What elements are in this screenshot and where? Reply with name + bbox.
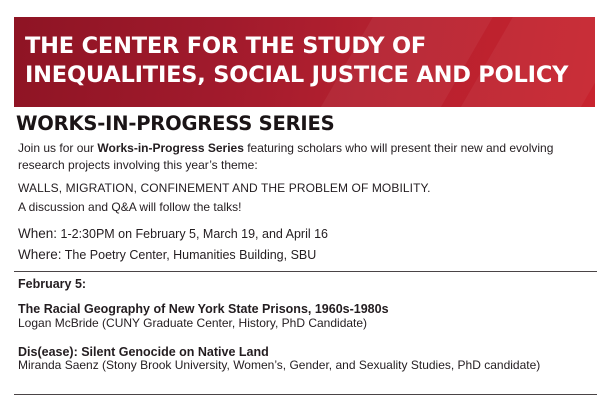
where-line [18, 246, 598, 264]
talk-speaker: Miranda Saenz (Stony Brook University, Women’s, Gender, and Sexuality Studies, PhD candidate) [18, 358, 541, 372]
when-label: When: [18, 226, 58, 241]
schedule-date: February 5: [18, 277, 87, 291]
series-title: WORKS-IN-PROGRESS SERIES [16, 112, 335, 135]
intro-suffix: featuring scholars who will present their new and evolving research projects involving this year’s theme: [18, 141, 554, 172]
center-title-line1: THE CENTER FOR THE STUDY OF [25, 33, 427, 59]
where-value: The Poetry Center, Humanities Building, SBU [61, 248, 317, 262]
intro-series-name: Works-in-Progress Series [97, 141, 244, 155]
where-label: Where: [18, 247, 62, 262]
center-banner [14, 17, 595, 107]
discussion-note: A discussion and Q&A will follow the talks! [18, 200, 242, 214]
center-title [25, 32, 568, 90]
divider [14, 271, 597, 272]
divider [14, 394, 597, 395]
center-title-line2: INEQUALITIES, SOCIAL JUSTICE AND POLICY [25, 62, 569, 88]
theme-statement: WALLS, MIGRATION, CONFINEMENT AND THE PROBLEM OF MOBILITY. [18, 181, 431, 195]
talk-speaker: Logan McBride (CUNY Graduate Center, History, PhD Candidate) [18, 316, 368, 330]
when-line [18, 225, 598, 243]
talk-title: Dis(ease): Silent Genocide on Native Land [18, 345, 269, 359]
intro-paragraph [18, 140, 598, 174]
talk-title: The Racial Geography of New York State Prisons, 1960s-1980s [18, 302, 389, 316]
when-value: 1-2:30PM on February 5, March 19, and April 16 [57, 227, 329, 241]
intro-prefix: Join us for our [18, 141, 98, 155]
